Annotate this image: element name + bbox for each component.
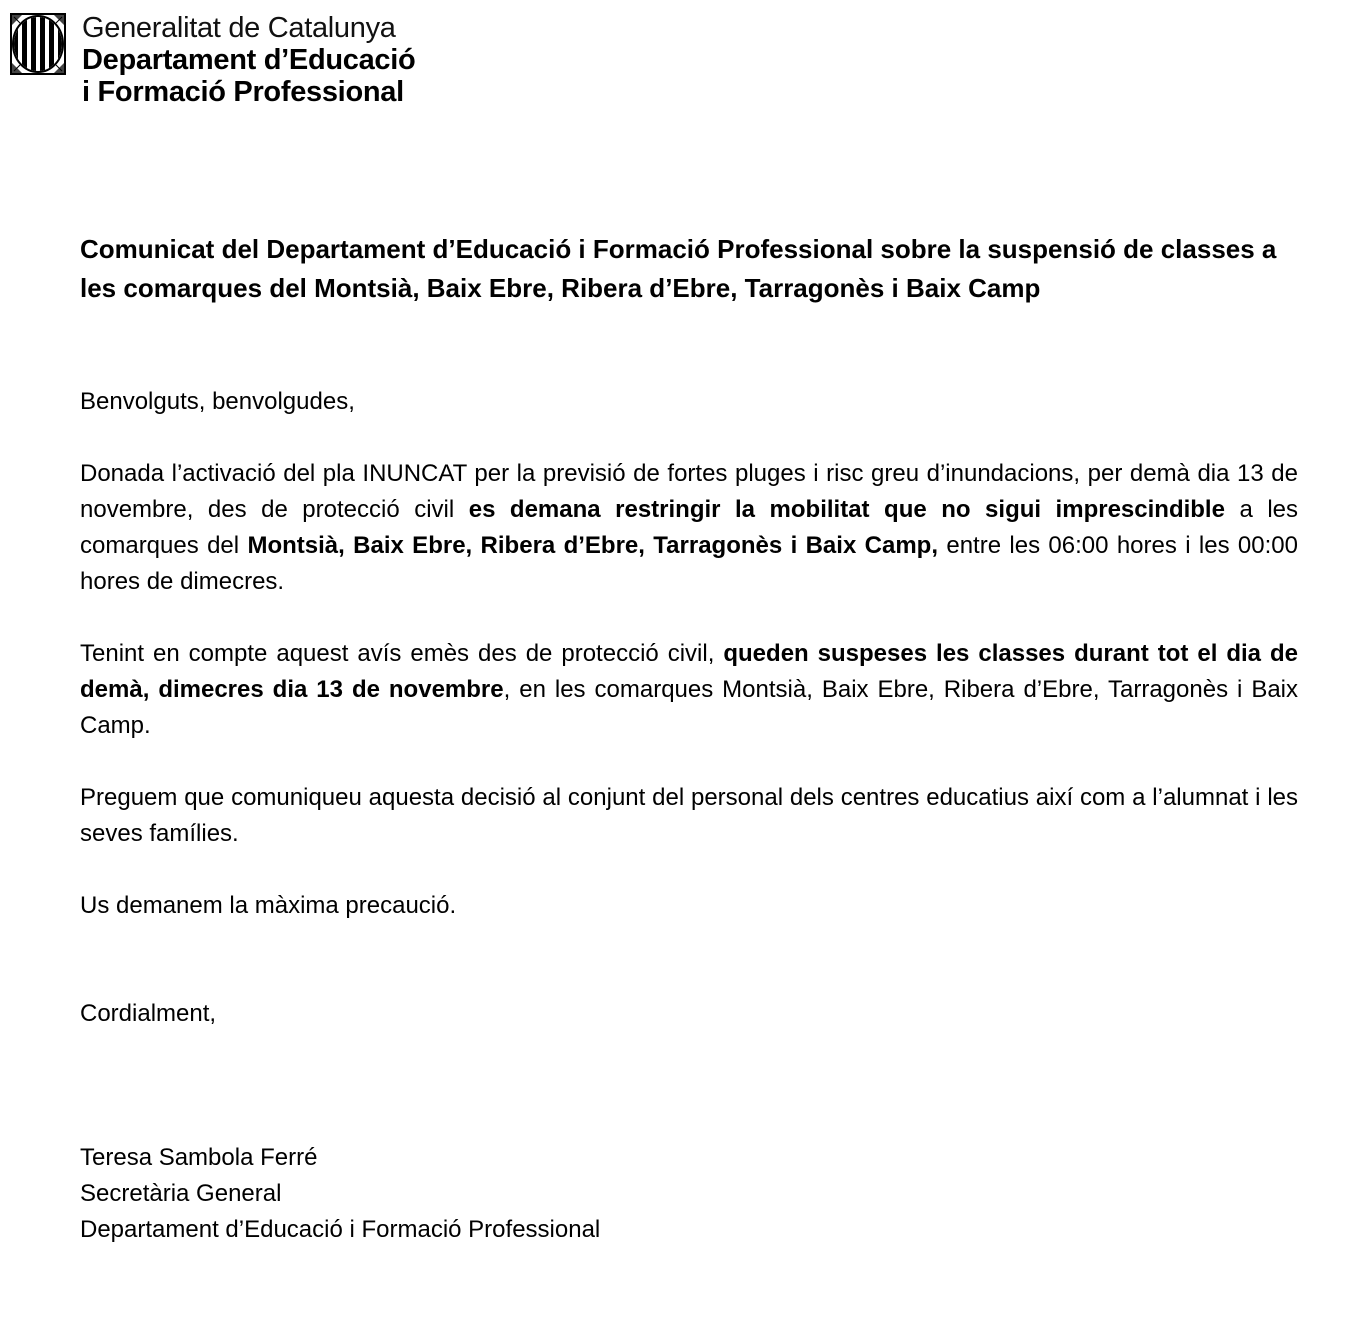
paragraph-bold-text: Montsià, Baix Ebre, Ribera d’Ebre, Tarragonès i Baix Camp, [247,532,938,559]
paragraph-caution: Us demanem la màxima precaució. [80,892,457,919]
signatory-name: Teresa Sambola Ferré [80,1144,318,1171]
paragraph-text: entre les 06:00 hores i les 00:00 hores de dimecres. [80,532,1298,595]
paragraph-class-suspension [80,636,1298,744]
paragraph-bold-text: es demana restringir la mobilitat que no sigui imprescindible [468,496,1225,523]
paragraph-text: , en les comarques Montsià, Baix Ebre, Ribera d’Ebre, Tarragonès i Baix Camp. [80,676,1299,739]
closing: Cordialment, [80,1000,217,1027]
document-title: Comunicat del Departament d’Educació i Formació Professional sobre la suspensió de classes a les comarques del Montsià, Baix Ebre, Ribera d’Ebre, Tarragonès i Baix Camp [80,234,1277,303]
paragraph-communicate-decision: Preguem que comuniqueu aquesta decisió al conjunt del personal dels centres educatius així com a l’alumnat i les seves famílies. [80,784,1298,847]
org-name-line1: Generalitat de Catalunya [82,12,396,44]
generalitat-coat-of-arms-icon [10,13,66,75]
greeting: Benvolguts, benvolgudes, [80,388,355,415]
paragraph-text: Donada l’activació del pla INUNCAT per la previsió de fortes pluges i risc greu d’inundacions, per demà dia 13 de novembre, des de protecció civil [80,460,1298,523]
document-body [80,230,1298,1248]
org-name-line3: i Formació Professional [82,76,404,108]
paragraph-text: Tenint en compte aquest avís emès des de protecció civil, [80,640,724,667]
paragraph-inuncat-activation [80,456,1298,600]
org-name-line2: Departament d’Educació [82,44,416,76]
paragraph-text: a les comarques del [80,496,1298,559]
organization-name [82,12,415,108]
paragraph-bold-text: queden suspeses les classes durant tot el dia de demà, dimecres dia 13 de novembre [80,640,1298,703]
signatory-role: Secretària General [80,1180,282,1207]
signatory-department: Departament d’Educació i Formació Professional [80,1216,601,1243]
signature-block [80,1140,1298,1248]
letterhead [10,12,415,108]
